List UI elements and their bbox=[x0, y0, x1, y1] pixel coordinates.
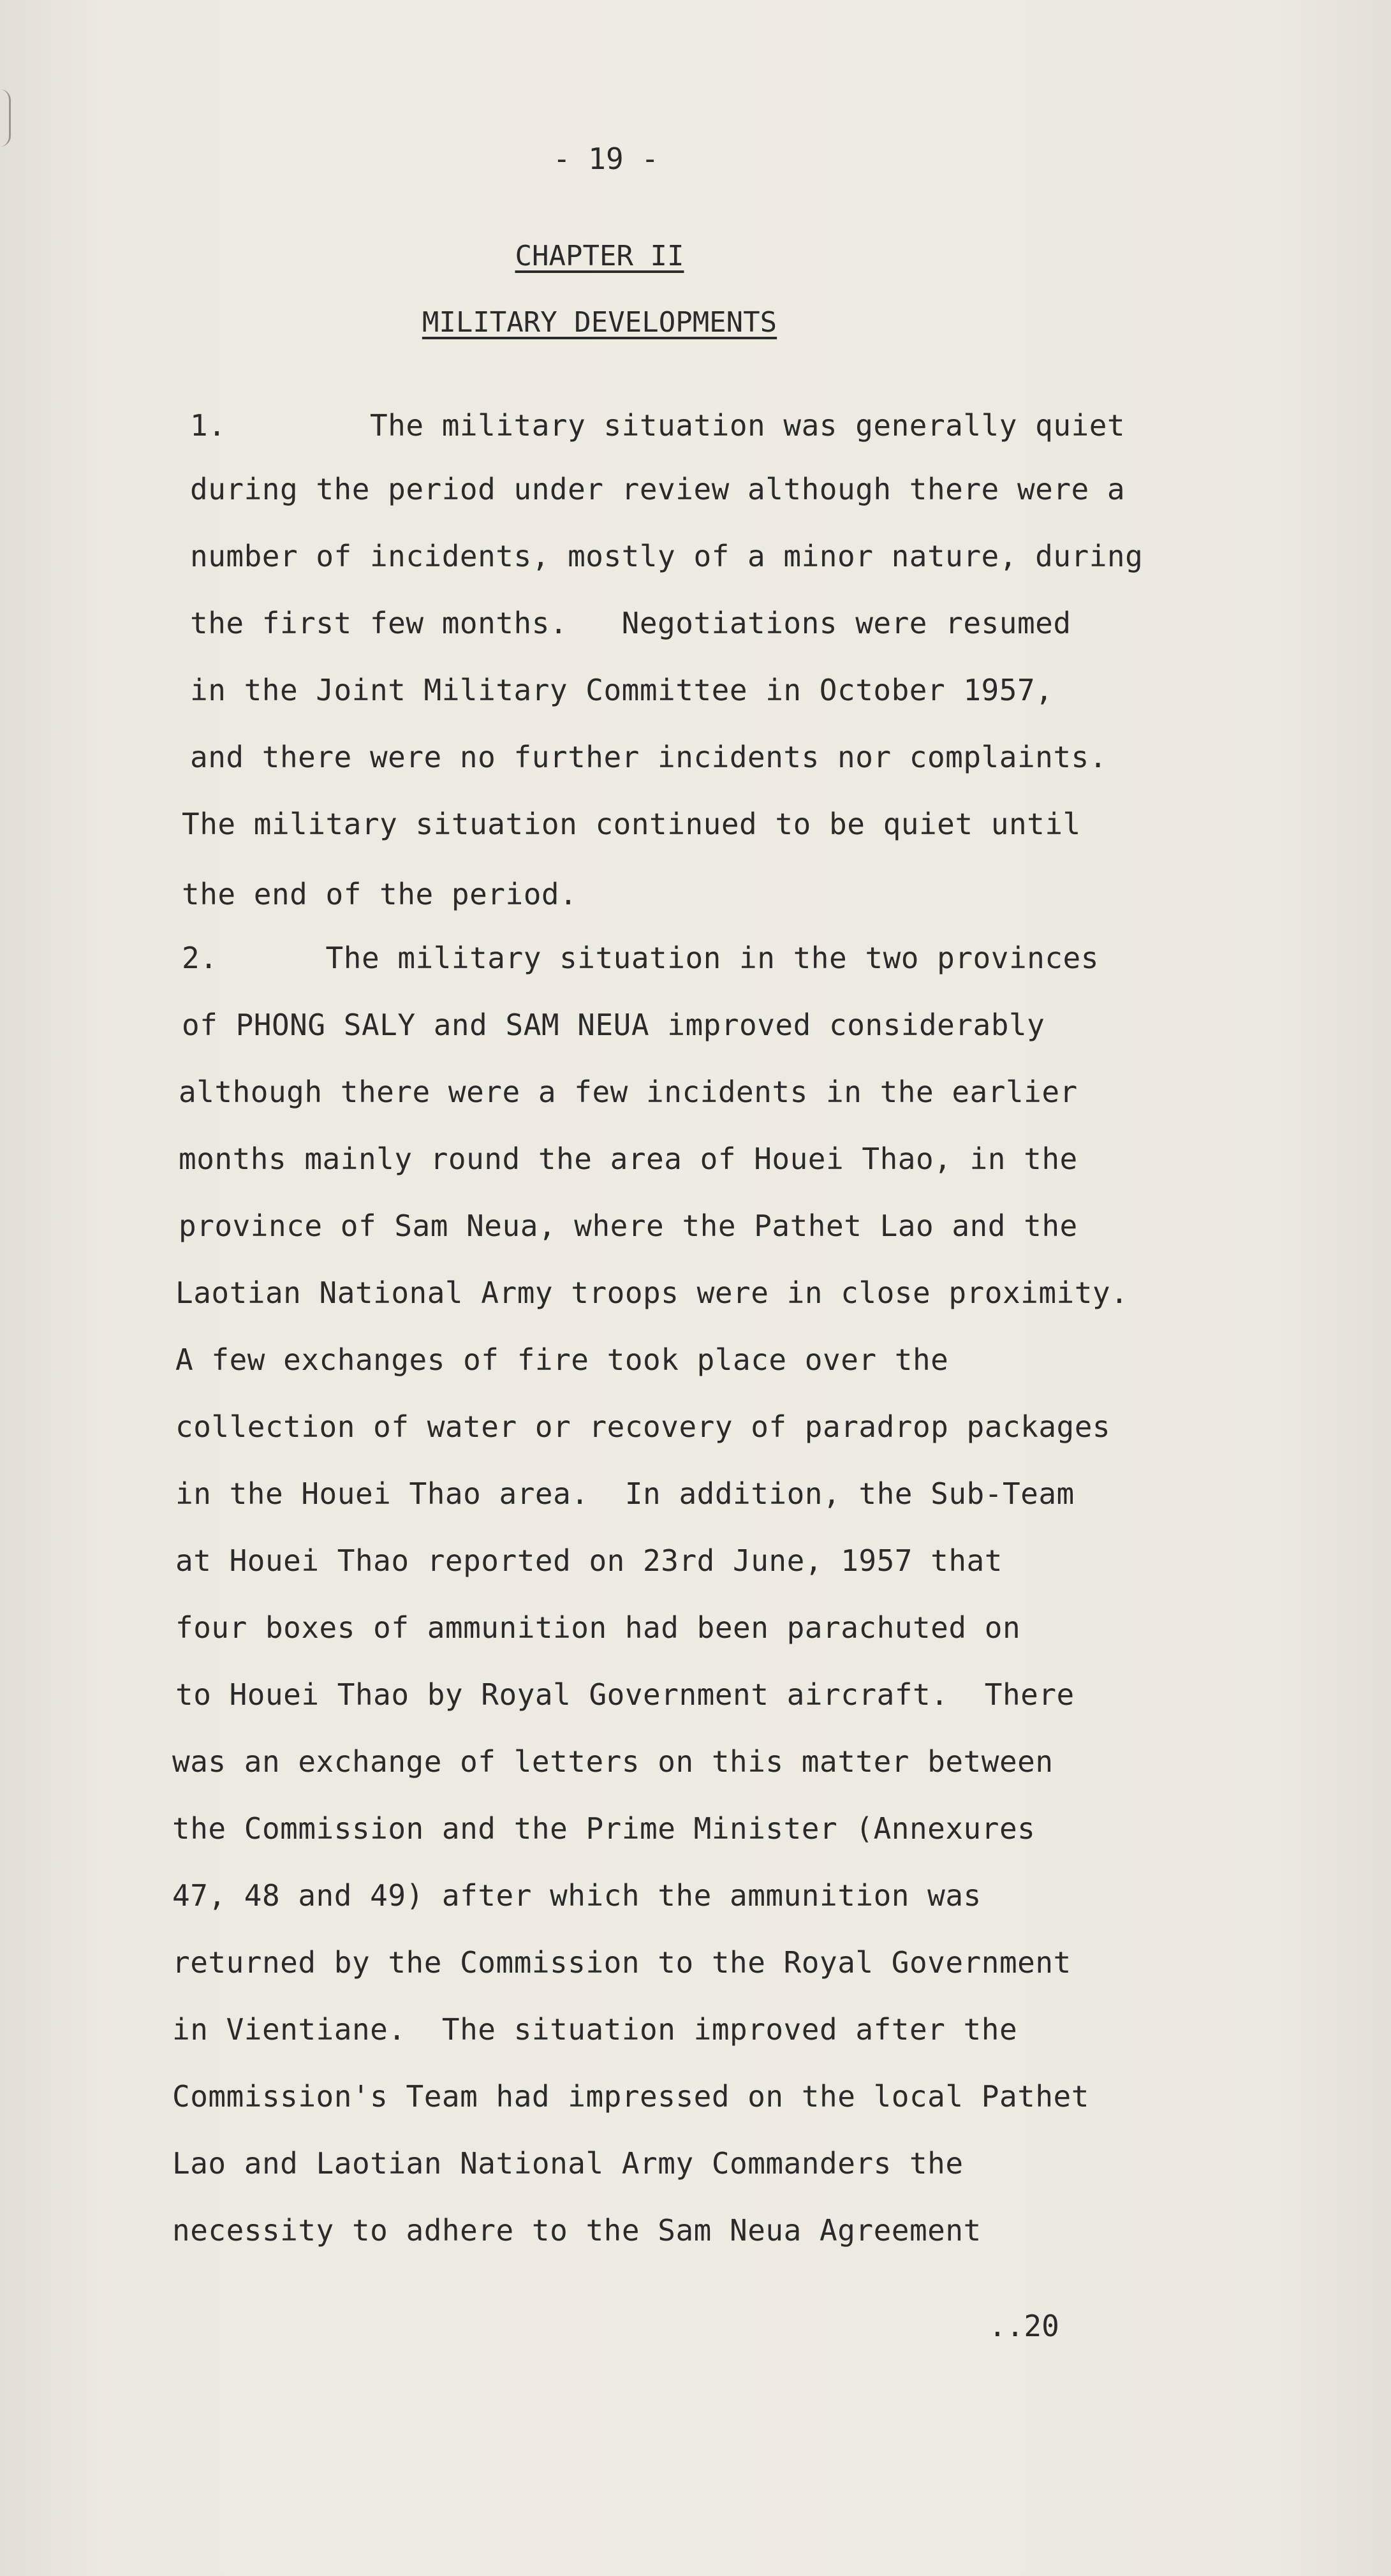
body-line: A few exchanges of fire took place over the bbox=[175, 1343, 949, 1377]
body-line: of PHONG SALY and SAM NEUA improved considerably bbox=[182, 1008, 1045, 1042]
body-line: months mainly round the area of Houei Thao, in the bbox=[179, 1142, 1078, 1176]
body-line: Lao and Laotian National Army Commanders the bbox=[172, 2146, 964, 2181]
body-line: at Houei Thao reported on 23rd June, 1957 that bbox=[175, 1543, 1003, 1578]
body-line: 1. The military situation was generally quiet bbox=[190, 408, 1126, 443]
body-line: number of incidents, mostly of a minor nature, during bbox=[190, 539, 1144, 573]
body-line: Commission's Team had impressed on the local Pathet bbox=[172, 2079, 1089, 2114]
body-line: the first few months. Negotiations were resumed bbox=[190, 606, 1071, 640]
binding-edge-mark bbox=[0, 89, 11, 147]
body-line: 2. The military situation in the two provinces bbox=[182, 941, 1099, 975]
body-line: although there were a few incidents in the earlier bbox=[179, 1075, 1078, 1109]
body-line: in Vientiane. The situation improved after the bbox=[172, 2012, 1018, 2047]
body-line: in the Joint Military Committee in October 1957, bbox=[190, 673, 1054, 707]
body-line: to Houei Thao by Royal Government aircraft. There bbox=[175, 1677, 1075, 1712]
body-line: in the Houei Thao area. In addition, the Sub-Team bbox=[175, 1476, 1075, 1511]
page-number: - 19 - bbox=[552, 142, 659, 176]
body-line: necessity to adhere to the Sam Neua Agreement bbox=[172, 2213, 982, 2248]
body-line: The military situation continued to be quiet until bbox=[182, 807, 1081, 841]
body-line: returned by the Commission to the Royal Government bbox=[172, 1945, 1071, 1980]
body-line: 47, 48 and 49) after which the ammunition was bbox=[172, 1878, 982, 1913]
continuation-marker: ..20 bbox=[989, 2309, 1059, 2343]
body-line: four boxes of ammunition had been parachuted on bbox=[175, 1610, 1021, 1645]
body-line: the Commission and the Prime Minister (Annexures bbox=[172, 1811, 1036, 1846]
body-line: the end of the period. bbox=[182, 877, 578, 911]
body-line: and there were no further incidents nor complaints. bbox=[190, 740, 1107, 774]
body-line: was an exchange of letters on this matter between bbox=[172, 1744, 1054, 1779]
body-line: Laotian National Army troops were in close proximity. bbox=[175, 1276, 1129, 1310]
body-line: during the period under review although there were a bbox=[190, 472, 1126, 506]
body-line: collection of water or recovery of paradrop packages bbox=[175, 1409, 1111, 1444]
body-line: province of Sam Neua, where the Pathet Lao and the bbox=[179, 1209, 1078, 1243]
section-title: MILITARY DEVELOPMENTS bbox=[422, 306, 777, 339]
chapter-heading: CHAPTER II bbox=[515, 240, 684, 272]
